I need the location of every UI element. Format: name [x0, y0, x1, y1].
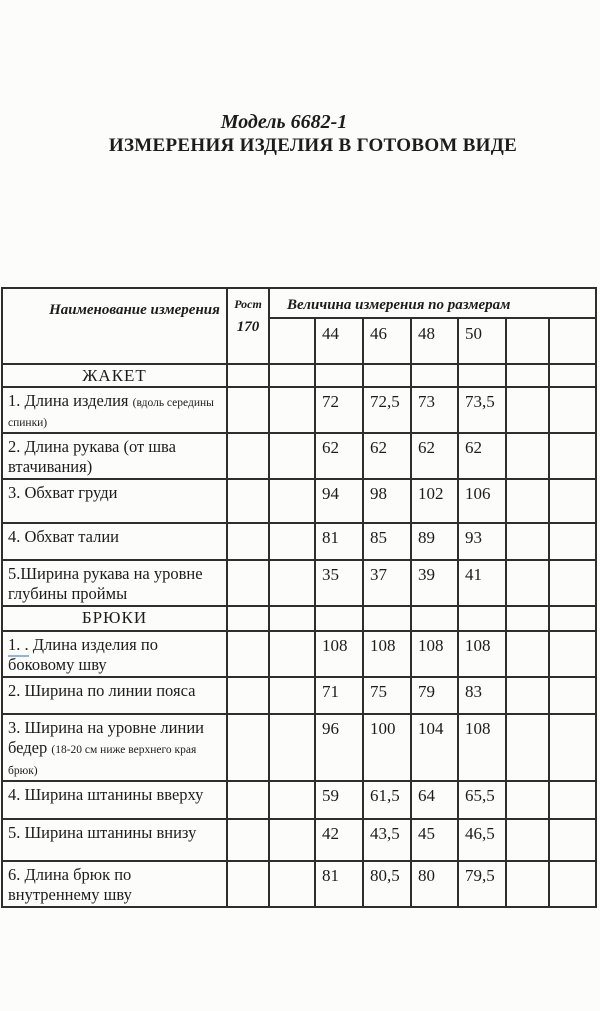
size-header-cell: 50	[458, 318, 506, 364]
empty-cell	[549, 714, 596, 781]
value-cell: 64	[411, 781, 458, 819]
measurement-name-cell	[2, 677, 227, 714]
value-cell: 93	[458, 523, 506, 560]
empty-cell	[506, 318, 549, 364]
height-value-cell	[227, 714, 269, 781]
measurement-label: 1. Длина изделия	[8, 391, 129, 410]
height-value-cell	[227, 523, 269, 560]
measurement-name-cell	[2, 560, 227, 606]
empty-cell	[363, 606, 411, 631]
empty-cell	[549, 781, 596, 819]
empty-cell	[458, 364, 506, 387]
value-cell: 72,5	[363, 387, 411, 433]
empty-cell	[506, 677, 549, 714]
measurement-label: 4. Ширина штанины вверху	[8, 784, 204, 804]
value-cell: 94	[315, 479, 363, 523]
value-cell: 85	[363, 523, 411, 560]
header-row	[2, 288, 596, 318]
height-label: Рост	[234, 297, 262, 311]
empty-cell	[549, 560, 596, 606]
column-header-sizes-group: Величина измерения по размерам	[269, 288, 596, 318]
empty-cell	[269, 714, 315, 781]
measurement-label: 3. Обхват груди	[8, 482, 118, 502]
empty-cell	[269, 364, 315, 387]
empty-cell	[506, 479, 549, 523]
value-cell: 108	[315, 631, 363, 677]
value-cell: 41	[458, 560, 506, 606]
table-row	[2, 433, 596, 479]
value-cell: 73,5	[458, 387, 506, 433]
empty-cell	[549, 631, 596, 677]
empty-cell	[506, 819, 549, 861]
section-header-cell: БРЮКИ	[2, 606, 227, 631]
empty-cell	[315, 364, 363, 387]
measurement-label: 5. Ширина штанины внизу	[8, 822, 197, 842]
measurement-name-cell	[2, 433, 227, 479]
value-cell: 62	[458, 433, 506, 479]
empty-cell	[506, 387, 549, 433]
measurement-name-cell	[2, 387, 227, 433]
height-value-cell	[227, 560, 269, 606]
height-value-cell	[227, 677, 269, 714]
height-value-cell	[227, 631, 269, 677]
value-cell: 108	[363, 631, 411, 677]
value-cell: 62	[411, 433, 458, 479]
empty-cell	[506, 523, 549, 560]
size-header-cell: 48	[411, 318, 458, 364]
document-page	[0, 111, 600, 905]
empty-cell	[269, 606, 315, 631]
empty-cell	[506, 606, 549, 631]
table-row	[2, 819, 596, 861]
measurement-name-cell	[2, 631, 227, 677]
empty-cell	[269, 387, 315, 433]
value-cell: 62	[363, 433, 411, 479]
empty-cell	[363, 364, 411, 387]
value-cell: 79	[411, 677, 458, 714]
empty-cell	[506, 433, 549, 479]
value-cell: 104	[411, 714, 458, 781]
empty-cell	[269, 781, 315, 819]
measurement-name-cell	[2, 819, 227, 861]
value-cell: 71	[315, 677, 363, 714]
size-header-cell: 46	[363, 318, 411, 364]
table-row	[2, 560, 596, 606]
value-cell: 108	[458, 631, 506, 677]
linked-row-number[interactable]: 1. .	[8, 635, 29, 657]
measurement-label: 3. Ширина на уровне линии бедер	[8, 717, 204, 758]
value-cell: 43,5	[363, 819, 411, 861]
section-header-cell: ЖАКЕТ	[2, 364, 227, 387]
empty-cell	[269, 819, 315, 861]
value-cell: 39	[411, 560, 458, 606]
section-row	[2, 606, 596, 631]
value-cell: 45	[411, 819, 458, 861]
empty-cell	[549, 523, 596, 560]
value-cell: 108	[411, 631, 458, 677]
measurement-label: 4. Обхват талии	[8, 526, 120, 546]
value-cell: 81	[315, 523, 363, 560]
table-row	[2, 631, 596, 677]
empty-cell	[227, 364, 269, 387]
measurement-note: (18-20 см ниже верхнего края брюк)	[8, 744, 197, 777]
value-cell: 35	[315, 560, 363, 606]
empty-cell	[315, 606, 363, 631]
empty-cell	[411, 606, 458, 631]
empty-cell	[227, 606, 269, 631]
value-cell: 89	[411, 523, 458, 560]
value-cell: 80	[411, 861, 458, 907]
table-row	[2, 781, 596, 819]
value-cell: 61,5	[363, 781, 411, 819]
value-cell: 42	[315, 819, 363, 861]
empty-cell	[269, 560, 315, 606]
empty-cell	[269, 631, 315, 677]
empty-cell	[269, 523, 315, 560]
empty-cell	[549, 318, 596, 364]
empty-cell	[411, 364, 458, 387]
empty-cell	[269, 677, 315, 714]
empty-cell	[549, 677, 596, 714]
value-cell: 83	[458, 677, 506, 714]
size-header-cell: 44	[315, 318, 363, 364]
measurement-name-cell	[2, 714, 227, 781]
measurement-label: 5.Ширина рукава на уровне глубины проймы	[8, 563, 203, 604]
height-value: 170	[236, 319, 260, 335]
height-value-cell	[227, 479, 269, 523]
value-cell: 96	[315, 714, 363, 781]
measurement-name-cell	[2, 523, 227, 560]
column-header-height	[227, 288, 269, 364]
table-row	[2, 523, 596, 560]
value-cell: 75	[363, 677, 411, 714]
value-cell: 59	[315, 781, 363, 819]
section-row	[2, 364, 596, 387]
height-value-cell	[227, 819, 269, 861]
value-cell: 80,5	[363, 861, 411, 907]
empty-cell	[269, 479, 315, 523]
empty-cell	[506, 781, 549, 819]
height-value-cell	[227, 781, 269, 819]
empty-cell	[549, 479, 596, 523]
table-row	[2, 677, 596, 714]
value-cell: 79,5	[458, 861, 506, 907]
measurement-label: 2. Длина рукава (от шва втачивания)	[8, 436, 176, 477]
table-row	[2, 387, 596, 433]
value-cell: 62	[315, 433, 363, 479]
value-cell: 46,5	[458, 819, 506, 861]
table-row	[2, 479, 596, 523]
empty-cell	[269, 433, 315, 479]
measurement-label: 6. Длина брюк по внутреннему шву	[8, 864, 132, 905]
column-header-measurement-name: Наименование измерения	[2, 288, 227, 364]
empty-cell	[458, 606, 506, 631]
value-cell: 102	[411, 479, 458, 523]
value-cell: 81	[315, 861, 363, 907]
empty-cell	[506, 631, 549, 677]
value-cell: 72	[315, 387, 363, 433]
value-cell: 98	[363, 479, 411, 523]
empty-cell	[549, 387, 596, 433]
empty-cell	[549, 606, 596, 631]
empty-cell	[549, 819, 596, 861]
table-row	[2, 714, 596, 781]
empty-cell	[549, 364, 596, 387]
page-title: ИЗМЕРЕНИЯ ИЗДЕЛИЯ В ГОТОВОМ ВИДЕ	[108, 135, 518, 156]
measurement-label: 2. Ширина по линии пояса	[8, 680, 196, 700]
value-cell: 37	[363, 560, 411, 606]
measurements-table	[1, 287, 597, 908]
value-cell: 106	[458, 479, 506, 523]
model-title: Модель 6682-1	[220, 111, 348, 133]
empty-cell	[549, 433, 596, 479]
value-cell: 65,5	[458, 781, 506, 819]
empty-cell	[269, 318, 315, 364]
empty-cell	[506, 714, 549, 781]
height-value-cell	[227, 433, 269, 479]
empty-cell	[506, 364, 549, 387]
value-cell: 100	[363, 714, 411, 781]
measurement-name-cell	[2, 781, 227, 819]
measurement-label: Длина изделия по боковому шву	[8, 634, 158, 675]
empty-cell	[506, 560, 549, 606]
value-cell: 73	[411, 387, 458, 433]
value-cell: 108	[458, 714, 506, 781]
measurement-name-cell	[2, 479, 227, 523]
measurement-note: (вдоль середины спинки)	[8, 397, 214, 430]
height-value-cell	[227, 387, 269, 433]
